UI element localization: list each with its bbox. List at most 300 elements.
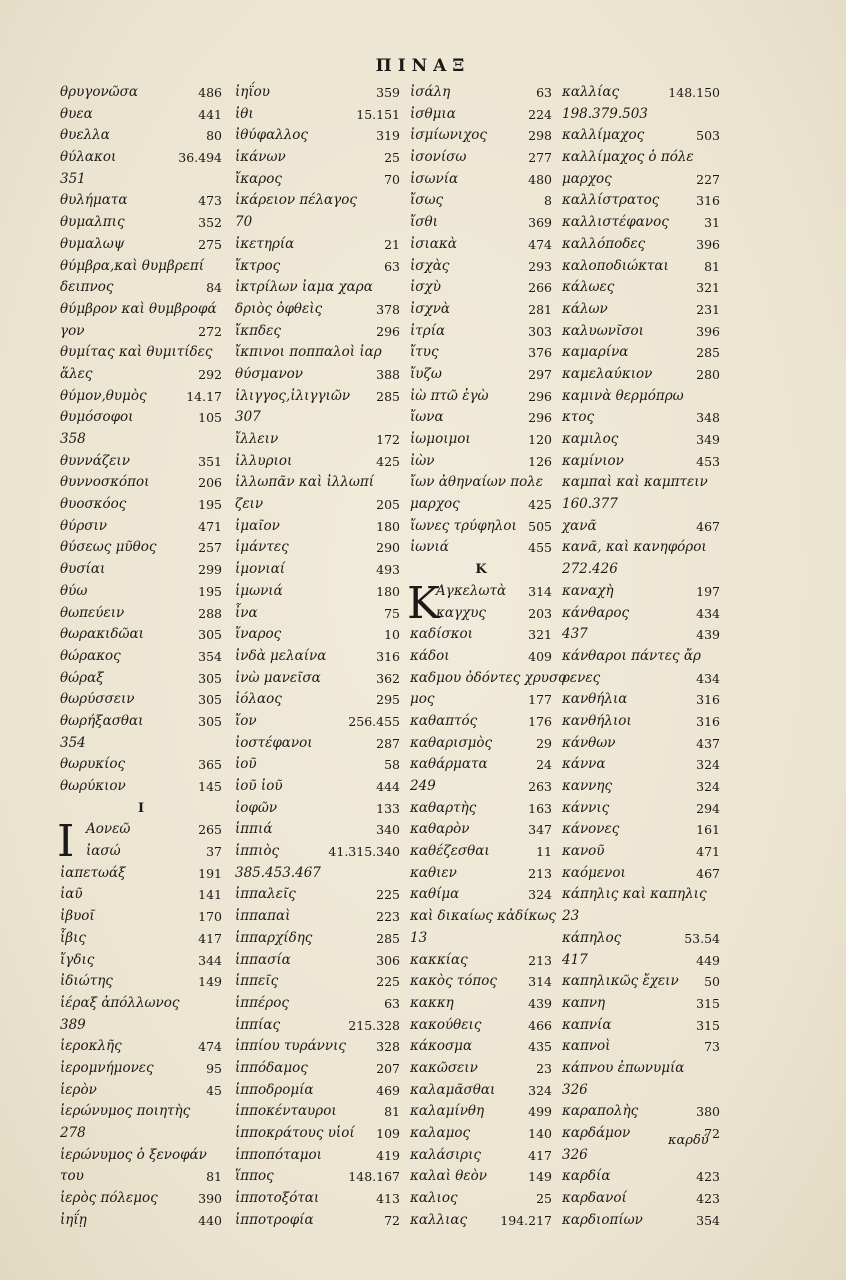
index-entry [60,1145,222,1167]
entry-term: 389 [60,1016,86,1033]
entry-term: ἱερὸς πόλεμος [60,1190,158,1207]
entry-term: καμίνιον [562,452,624,469]
entry-page-ref: 376 [528,345,552,361]
entry-term: ἰθύφαλλος [235,127,308,144]
entry-page-ref: 14.17 [186,388,222,404]
entry-term: καλαμος [410,1125,471,1141]
entry-term: κανθήλια [562,691,628,708]
entry-page-ref: 207 [376,1060,400,1076]
entry-page-ref: 288 [198,605,222,621]
index-entry [410,342,552,364]
entry-term: 358 [60,431,86,447]
index-entry [60,1080,222,1102]
entry-page-ref: 275 [198,236,222,252]
index-entry [235,906,400,928]
entry-page-ref: 8 [544,193,552,209]
entry-term: ἱερὸν [60,1081,97,1098]
index-entry [60,798,222,820]
index-entry [410,906,556,928]
entry-page-ref: 133 [376,800,400,816]
entry-term: καπηλικῶς ἔχειν [562,973,679,990]
entry-term: ἰοῦ [235,756,257,773]
index-entry [60,1188,222,1210]
index-entry [60,342,222,364]
entry-term: κάπνου ἐπωνυμία [562,1059,685,1076]
index-entry [410,147,552,169]
entry-page-ref: 285 [696,345,720,361]
index-entry [60,603,222,625]
entry-term: 249 [410,778,436,794]
index-entry [60,668,222,690]
entry-page-ref: 11 [536,844,552,860]
entry-term: ἱππίας [235,1016,281,1033]
entry-term: καλάσιρις [410,1146,481,1163]
entry-term: ἱέραξ ἀπόλλωνος [60,994,180,1011]
index-entry [60,277,222,299]
index-entry [60,1210,222,1232]
index-entry [60,559,222,581]
entry-term: ἱππιὸς [235,843,280,860]
index-entry [562,234,720,256]
entry-page-ref: 23 [536,1060,552,1076]
entry-page-ref: 467 [696,518,720,534]
entry-term: καπνη [562,994,606,1011]
entry-page-ref: 354 [696,1212,720,1228]
index-entry [410,472,552,494]
index-entry [562,407,720,429]
index-entry [60,256,222,278]
entry-term: καννης [562,778,613,794]
entry-term: καρδιοπίων [562,1211,643,1228]
entry-page-ref: 499 [528,1104,552,1120]
entry-page-ref: 53.54 [684,930,720,946]
entry-page-ref: 306 [376,952,400,968]
index-entry [410,711,552,733]
index-entry [60,1036,222,1058]
index-entry [235,624,400,646]
entry-term: θυννάζειν [60,452,130,469]
entry-term: ἅλες [60,365,93,382]
entry-page-ref: 349 [696,432,720,447]
entry-term: καλλίμαχος [562,127,645,144]
index-entry [235,646,400,668]
entry-term: ἰτρία [410,322,446,339]
entry-term: καλυωνῖσοι [562,322,644,339]
entry-term: 351 [60,170,86,187]
entry-page-ref: 347 [528,822,552,838]
index-entry [60,776,222,798]
index-entry [235,798,400,820]
entry-page-ref: 388 [376,366,400,382]
index-entry [410,386,552,408]
index-entry [410,884,552,906]
entry-page-ref: 205 [376,497,400,513]
entry-page-ref: 285 [376,388,400,404]
entry-term: I [137,800,145,816]
entry-term: κανοῦ [562,843,605,860]
entry-page-ref: 471 [198,518,222,534]
entry-page-ref: 272 [198,323,222,339]
index-entry [235,342,400,364]
entry-page-ref: 231 [696,301,720,317]
entry-term: κακκίας [410,951,468,968]
index-entry [410,928,552,950]
entry-term: ἱππιά [235,821,273,838]
entry-page-ref: 423 [696,1191,720,1207]
entry-term: ἰσάλη [410,84,451,100]
index-entry [235,581,400,603]
index-entry [562,884,720,906]
entry-term: ἰδιώτης [60,973,113,990]
entry-term: ἰαπετωάξ [60,864,126,881]
index-entry [562,451,720,473]
index-entry [562,169,720,191]
entry-page-ref: 453 [696,453,720,469]
entry-term: ἴον [235,712,257,729]
index-entry [235,516,400,538]
index-entry [562,386,720,408]
entry-term: ἴωνες τρύφηλοι [410,517,517,534]
index-entry [60,1101,222,1123]
index-entry [562,1058,720,1080]
index-entry [410,299,552,321]
index-entry [562,321,720,343]
index-entry [562,733,720,755]
entry-page-ref: 203 [528,605,552,621]
entry-page-ref: 170 [198,909,222,925]
index-entry [562,971,720,993]
entry-term: ἰλλυριοι [235,452,293,469]
entry-term: ἱεροκλῆς [60,1038,122,1055]
index-entry [60,472,222,494]
entry-page-ref: 352 [198,215,222,231]
entry-term: θωρήξασθαι [60,712,144,729]
entry-page-ref: 265 [198,822,222,838]
entry-term: ἴωνα [410,409,444,426]
entry-page-ref: 195 [198,583,222,599]
entry-term: καμπαὶ καὶ καμπτειν [562,474,708,491]
entry-term: ἰσιακὰ [410,235,457,252]
entry-page-ref: 474 [198,1039,222,1055]
entry-page-ref: 425 [528,497,552,513]
index-entry [410,993,552,1015]
index-entry [410,841,552,863]
entry-term: θυλήματα [60,192,128,209]
index-entry [235,776,400,798]
entry-term: ἰλλωπᾶν καὶ ἰλλωπί [235,474,375,491]
index-entry [410,1058,552,1080]
entry-term: κάλωες [562,279,615,296]
entry-term: ἱπποπόταμοι [235,1146,322,1163]
entry-page-ref: 378 [376,301,400,317]
entry-term: καλοποδιώκται [562,257,669,274]
entry-term: ἰὼν [410,452,435,469]
index-entry [235,559,400,581]
entry-page-ref: 141 [198,887,222,903]
entry-page-ref: 195 [198,497,222,513]
index-entry [562,559,720,581]
index-entry [60,386,222,408]
entry-page-ref: 206 [198,475,222,491]
index-entry [60,516,222,538]
index-entry [235,1188,400,1210]
entry-page-ref: 316 [376,648,400,664]
index-entry [562,1036,720,1058]
entry-page-ref: 294 [696,800,720,816]
index-entry [60,1058,222,1080]
entry-term: ἰβυοῖ [60,908,95,925]
index-entry [410,407,552,429]
entry-page-ref: 280 [696,366,720,382]
entry-term: θωρύσσειν [60,691,135,708]
index-column-1 [57,82,222,1231]
entry-page-ref: 63 [384,258,400,274]
entry-page-ref: 225 [376,887,400,903]
index-entry [410,689,552,711]
index-entry [410,603,552,625]
entry-page-ref: 180 [376,518,400,534]
entry-term: καόμενοι [562,864,626,881]
entry-page-ref: 105 [198,410,222,426]
entry-page-ref: 84 [206,280,222,296]
entry-term: καλιος [410,1190,458,1207]
entry-page-ref: 224 [528,106,552,122]
entry-page-ref: 10 [384,627,400,643]
index-entry [235,928,400,950]
entry-term: 198.379.503 [562,105,648,122]
index-entry [410,798,552,820]
entry-term: κανᾶ, καὶ κανηφόροι [562,539,707,556]
entry-term: ἱππαπαὶ [235,908,291,925]
entry-term: 417 [562,951,588,968]
index-entry [410,1015,552,1037]
entry-page-ref: 434 [696,670,720,686]
index-entry [235,1210,400,1232]
entry-page-ref: 480 [528,171,552,187]
index-entry [235,603,400,625]
entry-term: κάλων [562,300,608,317]
entry-term: Αονεῶ [86,821,131,838]
index-entry [235,169,400,191]
entry-term: θυμαλπις [60,214,125,231]
page-header: ΠΙΝΑΞ [375,56,471,76]
index-entry [60,646,222,668]
entry-page-ref: 390 [198,1191,222,1207]
entry-page-ref: 58 [384,757,400,773]
index-entry [410,516,552,538]
entry-term: ἱμωνιά [235,582,283,599]
entry-page-ref: 194.217 [500,1212,552,1228]
index-entry [562,472,720,494]
index-entry [235,668,400,690]
entry-term: κάδοι [410,647,450,664]
index-entry [235,1166,400,1188]
entry-term: 385.453.467 [235,864,321,881]
entry-page-ref: 292 [198,366,222,382]
index-entry [410,971,552,993]
entry-term: καλλίστρατος [562,192,660,209]
index-entry [235,884,400,906]
entry-page-ref: 425 [376,453,400,469]
entry-page-ref: 473 [198,193,222,209]
entry-term: θυσίαι [60,561,106,578]
entry-page-ref: 72 [704,1126,720,1141]
entry-term: 354 [60,734,86,751]
entry-page-ref: 227 [696,171,720,187]
entry-term: δειπνος [60,279,114,296]
index-entry [235,993,400,1015]
entry-term: καθίμα [410,886,460,903]
entry-term: θωπεύειν [60,604,125,621]
entry-term: κάπηλις καὶ καπηλις [562,886,707,903]
entry-term: 13 [410,929,428,946]
entry-page-ref: 455 [528,540,552,556]
index-entry [235,1123,400,1145]
entry-page-ref: 223 [376,909,400,925]
index-entry [562,646,720,668]
entry-term: ἱππέρος [235,994,289,1011]
entry-term: καμιλος [562,431,619,447]
index-entry [235,364,400,386]
index-entry [60,451,222,473]
entry-page-ref: 439 [528,995,552,1011]
entry-term: θυμόσοφοι [60,409,134,426]
index-entry [410,321,552,343]
entry-page-ref: 126 [528,453,552,469]
index-entry [60,971,222,993]
index-entry [562,82,720,104]
entry-term: θωρακιδῶαι [60,626,144,643]
entry-page-ref: 148.150 [668,85,720,100]
entry-page-ref: 256.455 [348,713,400,729]
index-entry [60,689,222,711]
index-entry [60,1123,222,1145]
index-entry [235,1036,400,1058]
index-column-2 [235,82,400,1231]
entry-term: κακῶσειν [410,1059,478,1076]
index-entry [60,537,222,559]
entry-page-ref: 293 [528,258,552,274]
entry-term: ἴλλειν [235,431,279,447]
index-entry [562,342,720,364]
entry-term: θύμον,θυμὸς [60,387,147,404]
index-entry [410,1123,552,1145]
entry-term: καθαρὸν [410,821,470,838]
index-entry [562,711,720,733]
entry-term: γον [60,322,85,339]
index-entry [562,668,720,690]
index-entry [410,1080,552,1102]
entry-term: ἰοῦ ἰοῦ [235,778,283,794]
entry-term: ἰωνιά [410,539,449,556]
entry-term: θύω [60,582,88,599]
index-entry [410,494,552,516]
entry-term: ἴσως [410,192,444,209]
index-entry [235,689,400,711]
entry-page-ref: 340 [376,822,400,838]
entry-term: ἰθι [235,105,254,122]
entry-term: καλαμίνθη [410,1103,485,1120]
index-entry [410,1101,552,1123]
entry-term: καμινὰ θερμόπρω [562,387,684,404]
entry-term: καπνοὶ [562,1038,611,1055]
entry-page-ref: 316 [696,713,720,729]
index-entry [410,277,552,299]
index-entry [562,819,720,841]
index-entry [562,516,720,538]
index-entry [60,82,222,104]
entry-page-ref: 21 [384,236,400,252]
entry-page-ref: 351 [198,453,222,469]
entry-term: καθέζεσθαι [410,843,490,860]
index-entry [235,1145,400,1167]
index-entry [60,494,222,516]
entry-term: κακούθεις [410,1016,482,1033]
entry-page-ref: 80 [206,128,222,144]
entry-page-ref: 72 [384,1212,400,1228]
entry-term: ἴκαρος [235,170,282,187]
index-entry [562,841,720,863]
entry-term: θρυγονῶσα [60,84,139,100]
index-entry [60,928,222,950]
index-entry [235,82,400,104]
entry-term: καδμου ὀδόντες χρυσο [410,669,567,686]
entry-term: θυοσκόος [60,496,127,513]
index-entry [235,212,400,234]
entry-term: του [60,1168,84,1185]
entry-term: θύρσιν [60,517,107,534]
drop-cap: K [407,577,440,629]
entry-term: καρδία [562,1168,611,1185]
index-entry [60,125,222,147]
entry-page-ref: 266 [528,280,552,296]
index-entry [562,928,720,950]
index-entry [60,863,222,885]
entry-page-ref: 423 [696,1169,720,1185]
index-entry [562,1166,720,1188]
entry-term: ἱπποκράτους υἱοί [235,1125,355,1141]
index-entry [235,299,400,321]
index-entry [235,451,400,473]
entry-page-ref: 161 [696,822,720,838]
entry-page-ref: 285 [376,930,400,946]
entry-page-ref: 37 [206,844,222,860]
entry-term: Αγκελωτὰ [436,582,507,599]
entry-page-ref: 81 [384,1104,400,1120]
entry-term: καθαρισμὸς [410,734,493,751]
entry-term: κάνονες [562,821,620,838]
entry-term: ἱπποκένταυροι [235,1103,337,1120]
entry-term: ἰκάρειον πέλαγος [235,192,357,209]
index-entry [410,234,552,256]
entry-term: θύμβρον καὶ θυμβροφά [60,300,217,317]
entry-term: θυελλα [60,127,110,144]
entry-term: ἰνδὰ μελαίνα [235,647,327,664]
entry-page-ref: 63 [536,85,552,100]
entry-page-ref: 305 [198,627,222,643]
index-entry [410,776,552,798]
entry-page-ref: 296 [528,410,552,426]
entry-term: 70 [235,214,253,231]
index-entry [562,537,720,559]
entry-page-ref: 25 [384,150,400,166]
entry-term: ἶνα [235,604,258,621]
index-entry [60,212,222,234]
entry-term: 326 [562,1081,588,1098]
entry-page-ref: 36.494 [178,150,222,166]
index-entry [60,234,222,256]
index-entry [60,1166,222,1188]
